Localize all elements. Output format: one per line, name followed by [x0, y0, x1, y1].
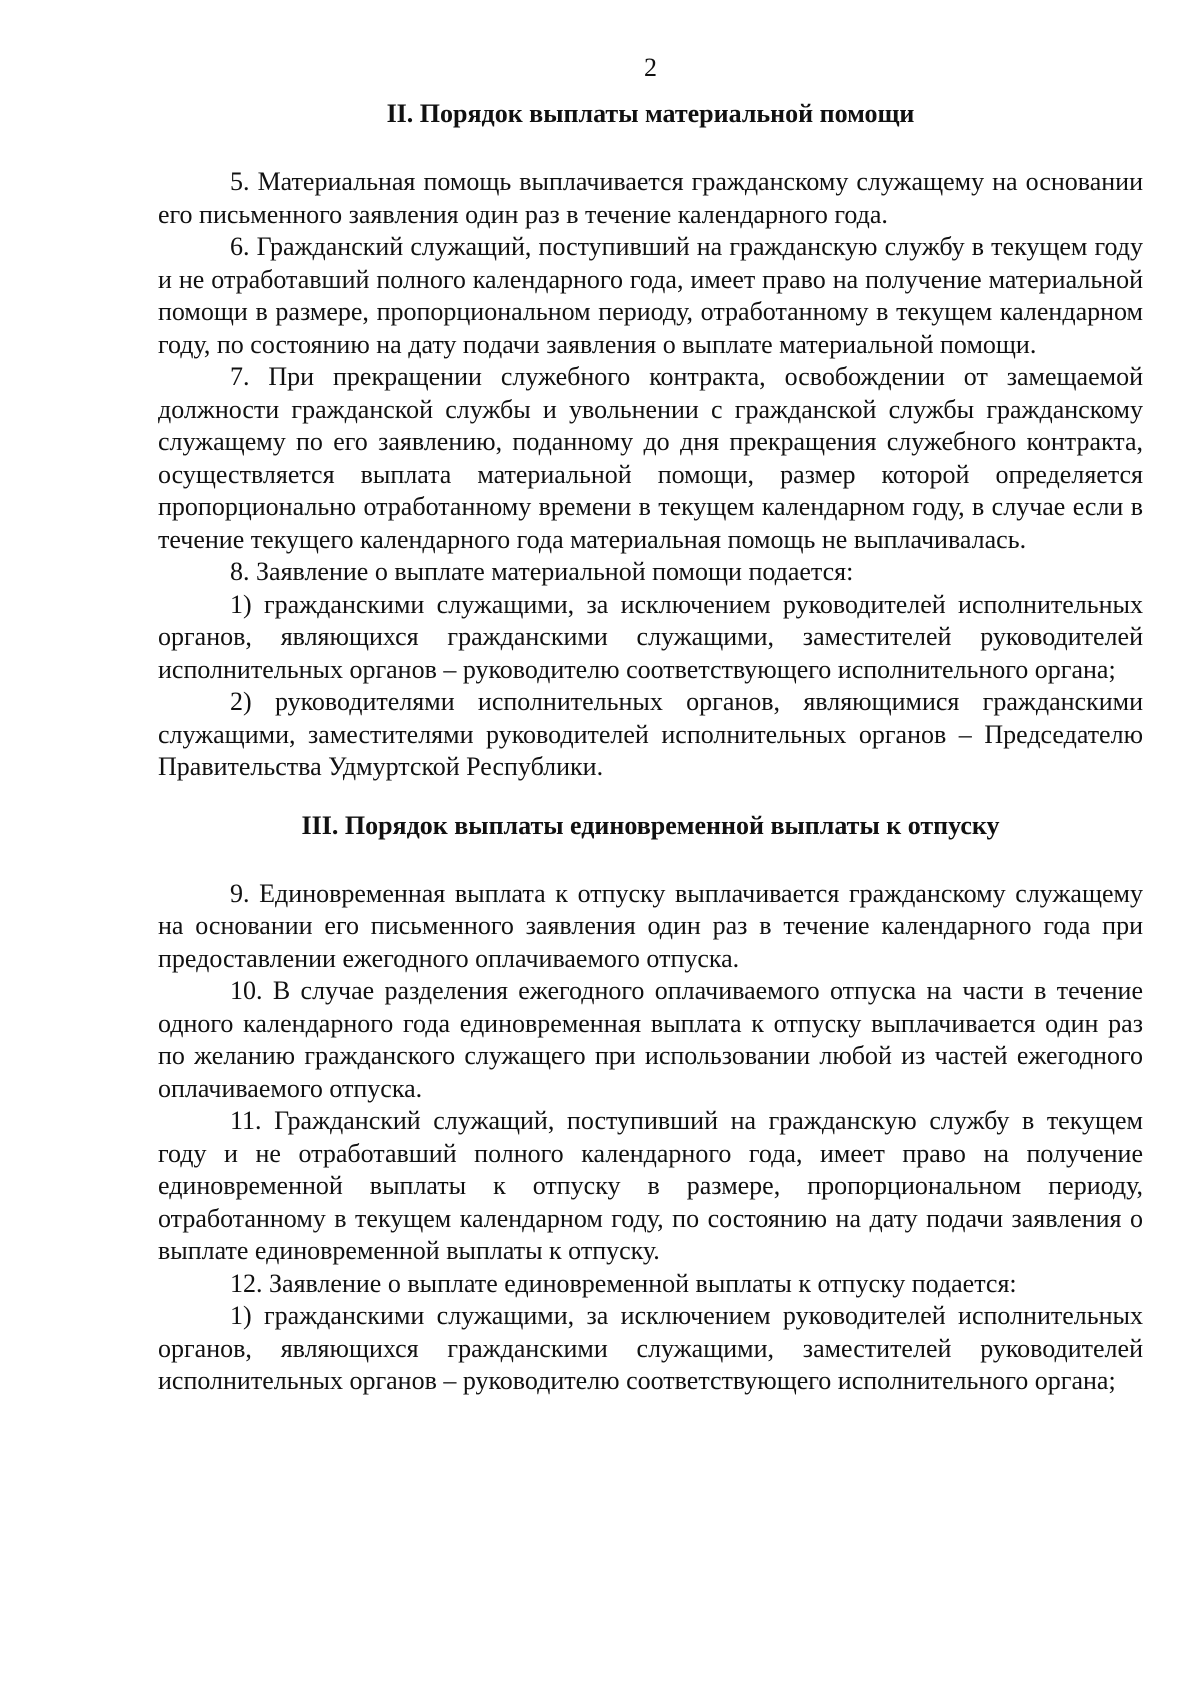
paragraph-12-item-1: 1) гражданскими служащими, за исключением руководителей исполнительных органов, являющихся гражданскими служащими, заместителей руководителей исполнительных органов – руководителю соответствующего исполнительного органа; — [158, 1301, 1143, 1395]
paragraph-12: 12. Заявление о выплате единовременной выплаты к отпуску подается: — [230, 1268, 1017, 1298]
paragraph-8: 8. Заявление о выплате материальной помощи подается: — [230, 557, 854, 586]
section-heading-3: III. Порядок выплаты единовременной выплаты к отпуску — [301, 810, 1000, 840]
section-heading-2: II. Порядок выплаты материальной помощи — [386, 99, 915, 128]
section-2-body — [158, 166, 1143, 784]
section-3-body — [158, 878, 1143, 1398]
page-number: 2 — [644, 53, 657, 82]
document-page — [158, 52, 1143, 1398]
paragraph-8-item-2: 2) руководителями исполнительных органов, являющимися гражданскими служащими, заместителями руководителей исполнительных органов – Председателю Правительства Удмуртской Республики. — [158, 687, 1143, 781]
paragraph-6: 6. Гражданский служащий, поступивший на гражданскую службу в текущем году и не отработавший полного календарного года, имеет право на получение материальной помощи в размере, пропорциональном периоду, отработанному в текущем календарном году, по состоянию на дату подачи заявления о выплате материальной помощи. — [158, 232, 1143, 359]
paragraph-11: 11. Гражданский служащий, поступивший на гражданскую службу в текущем году и не отработавший полного календарного года, имеет право на получение единовременной выплаты к отпуску в размере, пропорциональном периоду, отработанному в текущем календарном году, по состоянию на дату подачи заявления о выплате единовременной выплаты к отпуску. — [158, 1106, 1143, 1265]
paragraph-5: 5. Материальная помощь выплачивается гражданскому служащему на основании его письменного заявления один раз в течение календарного года. — [158, 167, 1143, 229]
paragraph-7: 7. При прекращении служебного контракта, освобождении от замещаемой должности гражданской службы и увольнении с гражданской службы гражданскому служащему по его заявлению, поданному до дня прекращения служебного контракта, осуществляется выплата материальной помощи, размер которой определяется пропорционально отработанному времени в текущем календарном году, в случае если в течение текущего календарного года материальная помощь не выплачивалась. — [158, 362, 1143, 554]
paragraph-10: 10. В случае разделения ежегодного оплачиваемого отпуска на части в течение одного календарного года единовременная выплата к отпуску выплачивается один раз по желанию гражданского служащего при использовании любой из частей ежегодного оплачиваемого отпуска. — [158, 976, 1143, 1103]
paragraph-9: 9. Единовременная выплата к отпуску выплачивается гражданскому служащему на основании его письменного заявления один раз в течение календарного года при предоставлении ежегодного оплачиваемого отпуска. — [158, 878, 1143, 973]
paragraph-8-item-1: 1) гражданскими служащими, за исключением руководителей исполнительных органов, являющихся гражданскими служащими, заместителей руководителей исполнительных органов – руководителю соответствующего исполнительного органа; — [158, 589, 1143, 684]
